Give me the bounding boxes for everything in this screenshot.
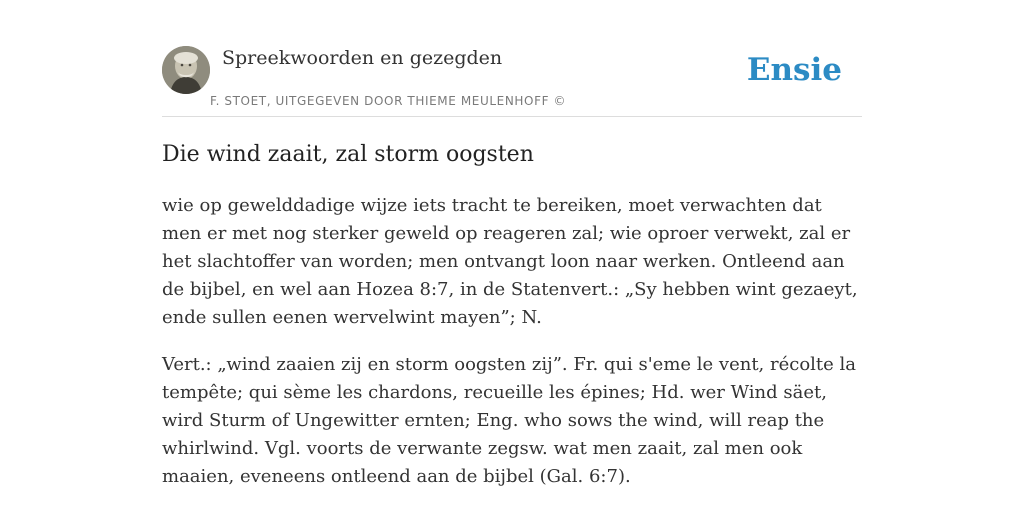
brand-logo[interactable]: Ensie: [746, 52, 842, 88]
author-portrait-icon[interactable]: [162, 46, 210, 94]
source-title[interactable]: Spreekwoorden en gezegden: [222, 47, 503, 69]
source-credit: F. STOET, UITGEGEVEN DOOR THIEME MEULENHOFF ©: [210, 94, 567, 108]
entry-title: Die wind zaait, zal storm oogsten: [162, 142, 534, 167]
entry-paragraph-1: wie op gewelddadige wijze iets tracht te bereiken, moet verwachten dat men er met nog sterker geweld op reageren zal; wie oproer verwekt, zal er het slachtoffer van worden; men ontvangt loon naar werken. Ontleend aan de bijbel, en wel aan Hozea 8:7, in de Statenvert.: „Sy hebben wint gezaeyt, ende sullen eenen wervelwint mayen”; N.: [162, 195, 858, 328]
entry-paragraph-2: Vert.: „wind zaaien zij en storm oogsten zij”. Fr. qui s'eme le vent, récolte la tempête; qui sème les chardons, recueille les épines; Hd. wer Wind säet, wird Sturm of Ungewitter ernten; Eng. who sows the wind, will reap the whirlwind. Vgl. voorts de verwante zegsw. wat men zaait, zal men ook maaien, eveneens ontleend aan de bijbel (Gal. 6:7).: [162, 354, 857, 487]
source-header: [162, 46, 862, 117]
